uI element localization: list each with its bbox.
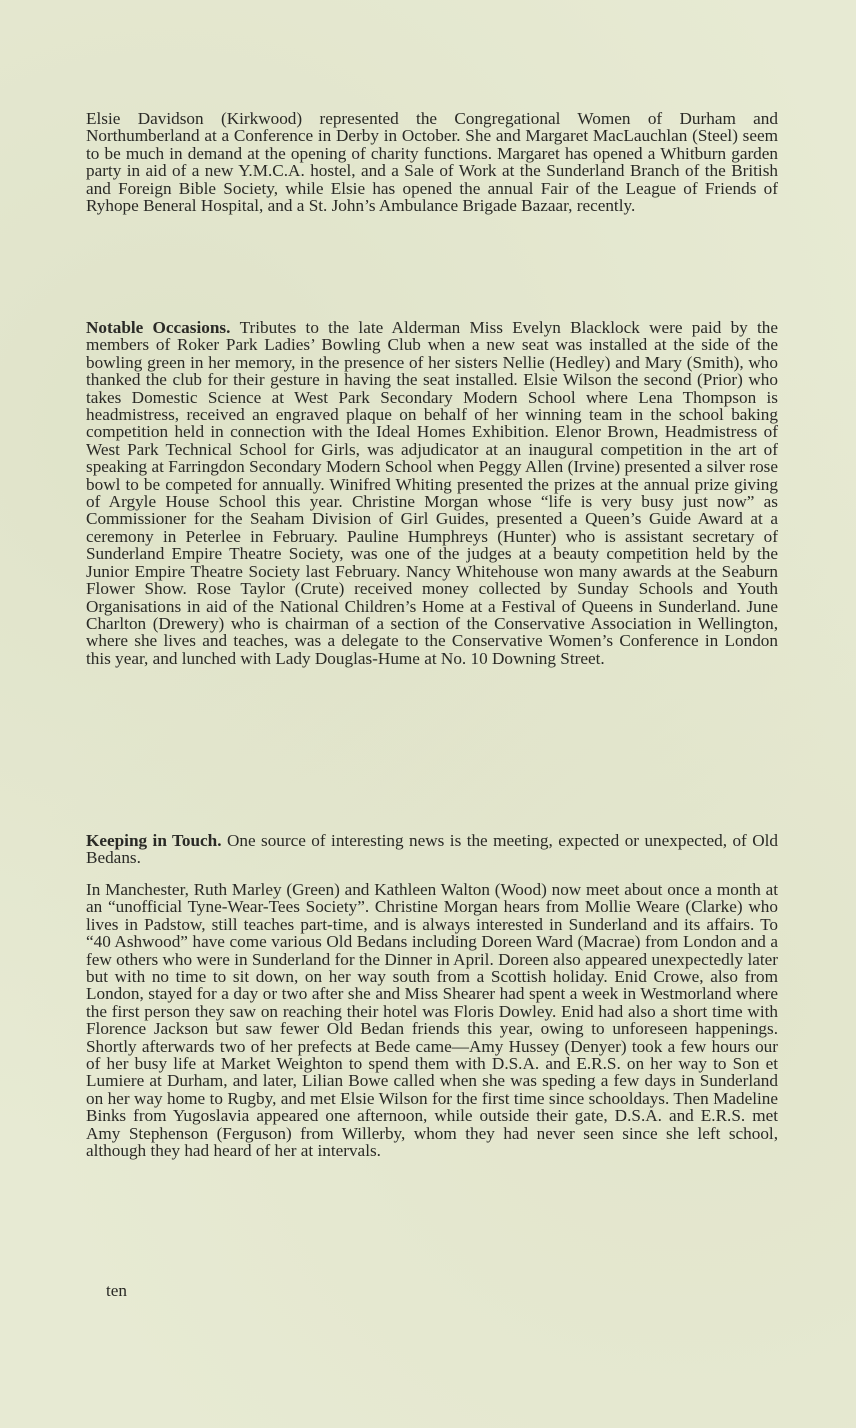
- paragraph-elsie-davidson: [86, 110, 778, 214]
- paragraph-notable-occasions: [86, 319, 778, 667]
- page-number: ten: [106, 1281, 127, 1300]
- paragraph-body: One source of interesting news is the meeting, expected or unexpected, of Old Bedans.: [86, 831, 778, 868]
- section-heading-notable-occasions: Notable Occasions.: [86, 318, 240, 337]
- paragraph-body: Tributes to the late Alderman Miss Evelyn Blacklock were paid by the members of Roker Park Ladies’ Bowling Club when a new seat was installed at the side of the bowling green in her memory, in the presence of her sisters Nellie (Hedley) and Mary (Smith), who thanked the club for their gesture in having the seat installed. Elsie Wilson the second (Prior) who takes Domestic Science at West Park Secondary Modern School where Lena Thompson is headmistress, received an engraved plaque on behalf of her winning team in the school baking competition held in connection with the Ideal Homes Exhibition. Elenor Brown, Headmistress of West Park Technical School for Girls, was adjudicator at an inaugural competition in the art of speaking at Farringdon Secondary Modern School when Peggy Allen (Irvine) presented a silver rose bowl to be competed for annually. Winifred Whiting presented the prizes at the annual prize giving of Argyle House School this year. Christine Morgan whose “life is very busy just now” as Commissioner for the Seaham Division of Girl Guides, presented a Queen’s Guide Award at a ceremony in Peterlee in February. Pauline Humphreys (Hunter) who is assistant secretary of Sunderland Empire Theatre Society, was one of the judges at a beauty competition held by the Junior Empire Theatre Society last February. Nancy Whitehouse won many awards at the Seaburn Flower Show. Rose Taylor (Crute) received money collected by Sunday Schools and Youth Organisations in aid of the National Children’s Home at a Festival of Queens in Sunderland. June Charlton (Drewery) who is chairman of a section of the Conservative Association in Wellington, where she lives and teaches, was a delegate to the Conservative Women’s Conference in London this year, and lunched with Lady Douglas-Hume at No. 10 Downing Street.: [86, 318, 779, 668]
- paragraph-keeping-in-touch: [86, 832, 778, 867]
- paragraph-manchester: [86, 881, 778, 1160]
- section-heading-keeping-in-touch: Keeping in Touch.: [86, 831, 227, 850]
- paragraph-body: Elsie Davidson (Kirkwood) represented the Congregational Women of Durham and Northumberland at a Conference in Derby in October. She and Margaret MacLauchlan (Steel) seem to be much in demand at the opening of charity functions. Margaret has opened a Whitburn garden party in aid of a new Y.M.C.A. hostel, and a Sale of Work at the Sunderland Branch of the British and Foreign Bible Society, while Elsie has opened the annual Fair of the League of Friends of Ryhope Beneral Hospital, and a St. John’s Ambulance Brigade Bazaar, recently.: [86, 109, 778, 216]
- paragraph-body: In Manchester, Ruth Marley (Green) and Kathleen Walton (Wood) now meet about once a month at an “unofficial Tyne-Wear-Tees Society”. Christine Morgan hears from Mollie Weare (Clarke) who lives in Padstow, still teaches part-time, and is always interested in Sunderland and its affairs. To “40 Ashwood” have come various Old Bedans including Doreen Ward (Macrae) from London and a few others who were in Sunderland for the Dinner in April. Doreen also appeared unexpectedly later but with no time to sit down, on her way south from a Scottish holiday. Enid Crowe, also from London, stayed for a day or two after she and Miss Shearer had spent a week in Westmorland where the first person they saw on reaching their hotel was Floris Dowley. Enid had also a short time with Florence Jackson but saw fewer Old Bedan friends this year, owing to unforeseen happenings. Shortly afterwards two of her prefects at Bede came—Amy Hussey (Denyer) took a few hours our of her busy life at Market Weighton to spend them with D.S.A. and E.R.S. on her way to Son et Lumiere at Durham, and later, Lilian Bowe called when she was speding a few days in Sunderland on her way home to Rugby, and met Elsie Wilson for the first time since schooldays. Then Madeline Binks from Yugoslavia appeared one afternoon, while outside their gate, D.S.A. and E.R.S. met Amy Stephenson (Ferguson) from Willerby, whom they had never seen since she left school, although they had heard of her at intervals.: [86, 880, 778, 1161]
